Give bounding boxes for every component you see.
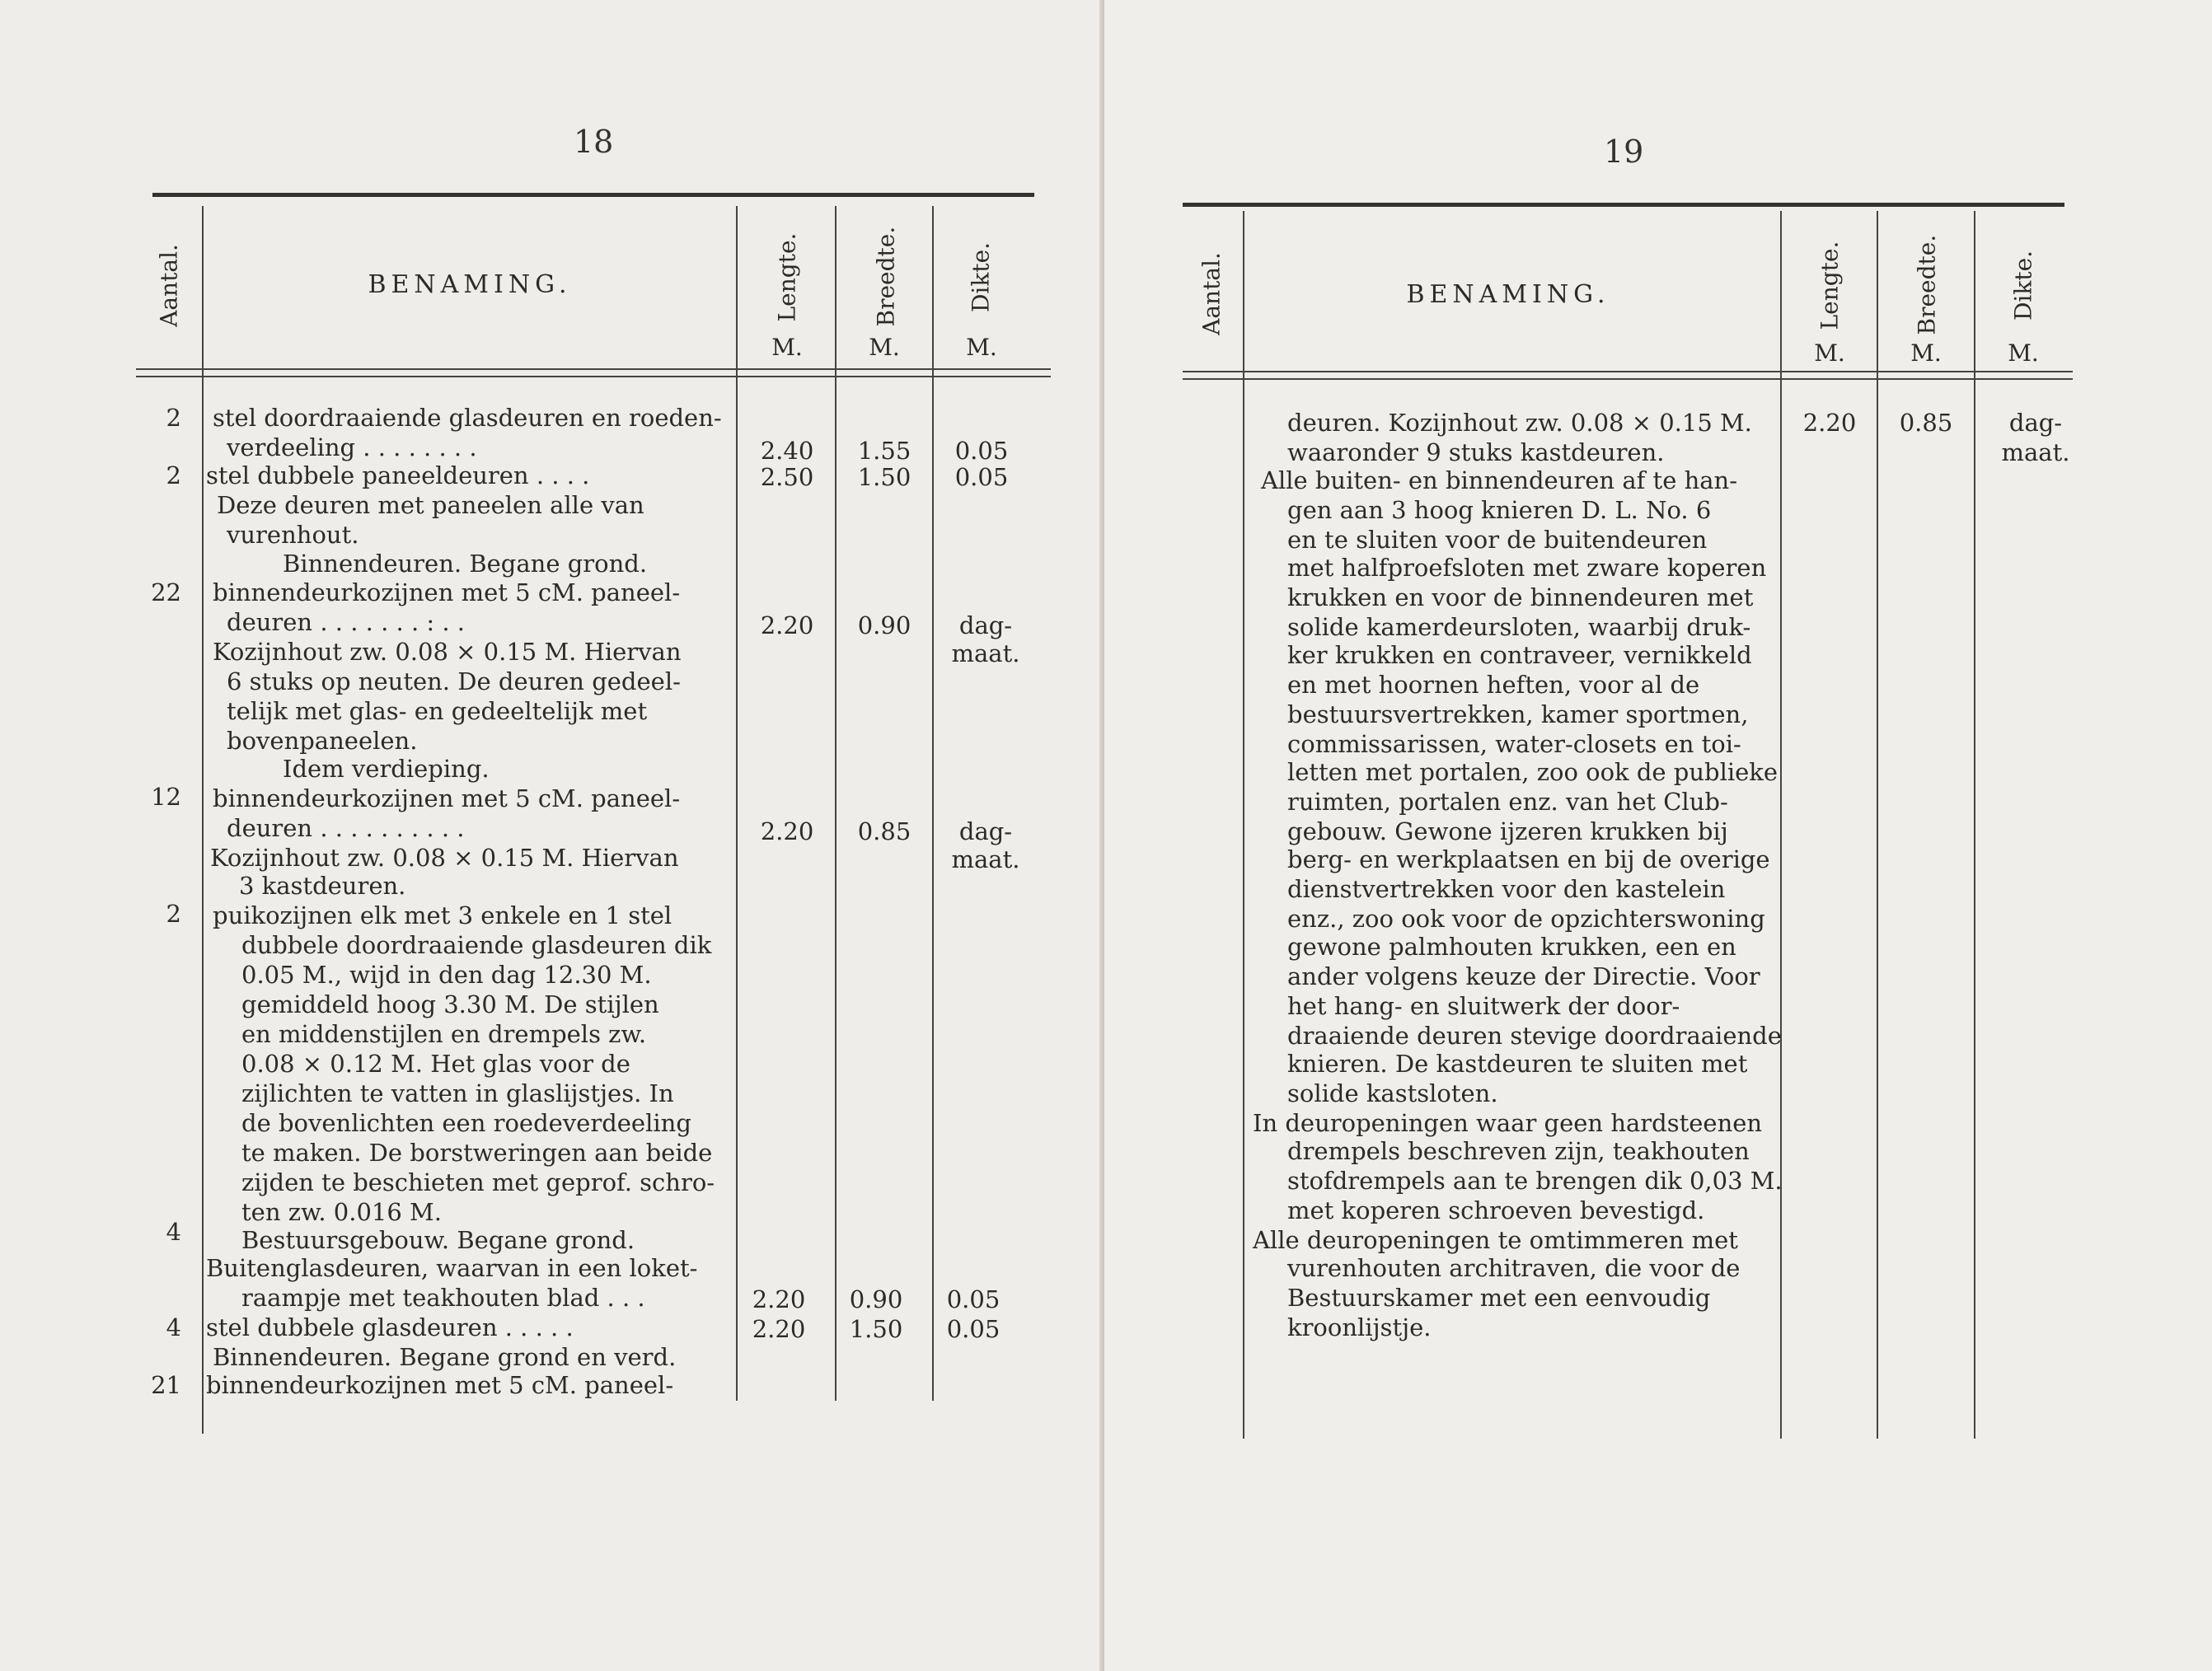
breedte-value: 0.85: [857, 817, 912, 845]
description-line: met koperen schroeven bevestigd.: [1287, 1196, 1705, 1224]
description-line: 0.08 × 0.12 M. Het glas voor de: [241, 1050, 630, 1078]
description-line: Buitenglasdeuren, waarvan in een loket-: [206, 1254, 698, 1282]
aantal-value: 4: [166, 1313, 181, 1341]
page-number: 19: [1604, 133, 1644, 170]
right-page: [1104, 0, 2212, 1671]
description-line: telijk met glas- en gedeeltelijk met: [227, 697, 648, 725]
dikte-value: dag-: [2008, 409, 2063, 437]
description-line: ker krukken en contraveer, vernikkeld: [1287, 641, 1752, 669]
dikte-value: maat.: [2001, 438, 2070, 466]
dikte-value: 0.05: [946, 1285, 1001, 1313]
description-line: dienstvertrekken voor den kastelein: [1287, 875, 1726, 903]
dikte-value: 0.05: [954, 463, 1009, 491]
description-line: bovenpaneelen.: [227, 727, 418, 755]
aantal-header: Aantal.: [1197, 252, 1226, 335]
description-line: Binnendeuren. Begane grond.: [283, 550, 648, 578]
description-line: ten zw. 0.016 M.: [241, 1198, 442, 1226]
header-rule: [1183, 371, 2073, 372]
lengte-value: 2.20: [1802, 409, 1857, 437]
description-line: 6 stuks op neuten. De deuren gedeel-: [227, 667, 681, 695]
col-divider: [736, 206, 738, 1401]
description-line: en te sluiten voor de buitendeuren: [1287, 526, 1708, 554]
description-line: 0.05 M., wijd in den dag 12.30 M.: [241, 961, 652, 989]
lengte-value: 2.20: [760, 817, 814, 845]
description-line: ruimten, portalen enz. van het Club-: [1287, 788, 1728, 816]
description-line: vurenhout.: [227, 521, 359, 549]
description-line: de bovenlichten een roedeverdeeling: [241, 1109, 691, 1137]
description-line: binnendeurkozijnen met 5 cM. paneel-: [213, 784, 681, 812]
header-rule-2: [1183, 378, 2073, 380]
dikte-value: 0.05: [954, 437, 1009, 465]
description-line: Idem verdieping.: [283, 755, 490, 783]
description-line: knieren. De kastdeuren te sluiten met: [1287, 1050, 1748, 1078]
header-rule: [136, 368, 1051, 370]
description-line: ander volgens keuze der Directie. Voor: [1287, 962, 1760, 990]
description-line: bestuursvertrekken, kamer sportmen,: [1287, 700, 1749, 728]
description-line: Binnendeuren. Begane grond en verd.: [213, 1343, 677, 1371]
col-divider: [1243, 211, 1244, 1439]
description-line: stel dubbele paneeldeuren . . . .: [206, 461, 590, 489]
col-divider: [1974, 211, 1975, 1439]
breedte-unit: M.: [1910, 339, 1942, 367]
description-line: gen aan 3 hoog knieren D. L. No. 6: [1287, 496, 1712, 524]
description-line: drempels beschreven zijn, teakhouten: [1287, 1137, 1750, 1165]
dikte-header: Dikte.: [967, 241, 995, 313]
description-line: kroonlijstje.: [1287, 1313, 1432, 1341]
dikte-value: dag-: [958, 817, 1013, 845]
breedte-value: 0.90: [857, 611, 912, 639]
aantal-header: Aantal.: [155, 244, 183, 327]
description-line: verdeeling . . . . . . . .: [227, 433, 477, 461]
description-line: dubbele doordraaiende glasdeuren dik: [241, 931, 712, 959]
left-page: [0, 0, 1104, 1671]
description-line: Kozijnhout zw. 0.08 × 0.15 M. Hiervan: [210, 844, 679, 872]
description-line: 3 kastdeuren.: [239, 872, 406, 900]
description-line: Deze deuren met paneelen alle van: [217, 491, 644, 519]
description-line: berg- en werkplaatsen en bij de overige: [1287, 845, 1770, 873]
description-line: zijden te beschieten met geprof. schro-: [241, 1168, 715, 1196]
description-line: Alle deuropeningen te omtimmeren met: [1253, 1226, 1738, 1254]
description-line: solide kamerdeursloten, waarbij druk-: [1287, 613, 1751, 641]
description-line: met halfproefsloten met zware koperen: [1287, 554, 1767, 582]
benaming-header: BENAMING.: [1406, 280, 1610, 309]
description-line: In deuropeningen waar geen hardsteenen: [1253, 1109, 1763, 1137]
benaming-header: BENAMING.: [368, 270, 572, 299]
breedte-value: 0.90: [849, 1285, 903, 1313]
description-line: en met hoornen heften, voor al de: [1287, 671, 1700, 699]
aantal-value: 12: [151, 783, 181, 811]
description-line: en middenstijlen en drempels zw.: [241, 1020, 647, 1048]
dikte-header: Dikte.: [2009, 250, 2037, 321]
aantal-value: 2: [166, 461, 181, 489]
description-line: waaronder 9 stuks kastdeuren.: [1287, 438, 1665, 466]
description-line: solide kastsloten.: [1287, 1079, 1498, 1107]
breedte-value: 1.55: [857, 437, 912, 465]
top-rule: [152, 193, 1034, 197]
description-line: Alle buiten- en binnendeuren af te han-: [1261, 466, 1738, 494]
description-line: stel dubbele glasdeuren . . . . .: [206, 1313, 574, 1341]
col-divider: [1780, 211, 1782, 1439]
description-line: deuren . . . . . . . . . .: [227, 814, 465, 842]
col-divider: [835, 206, 837, 1401]
col-divider: [932, 206, 934, 1401]
breedte-header: Breedte.: [1913, 234, 1941, 335]
description-line: deuren. Kozijnhout zw. 0.08 × 0.15 M.: [1287, 409, 1752, 437]
description-line: gewone palmhouten krukken, een en: [1287, 933, 1736, 961]
dikte-unit: M.: [2008, 339, 2039, 367]
description-line: stel doordraaiende glasdeuren en roeden-: [213, 404, 722, 432]
top-rule: [1183, 203, 2064, 207]
aantal-value: 2: [166, 900, 181, 928]
lengte-unit: M.: [771, 334, 803, 361]
description-line: Kozijnhout zw. 0.08 × 0.15 M. Hiervan: [213, 638, 682, 666]
breedte-unit: M.: [869, 334, 900, 361]
dikte-value: maat.: [951, 639, 1020, 667]
page-number: 18: [574, 124, 614, 160]
lengte-value: 2.20: [752, 1285, 806, 1313]
breedte-header: Breedte.: [872, 226, 900, 327]
dikte-unit: M.: [966, 334, 997, 361]
dikte-value: dag-: [958, 611, 1013, 639]
aantal-value: 22: [151, 578, 181, 606]
lengte-unit: M.: [1814, 339, 1845, 367]
col-divider: [202, 206, 204, 1434]
description-line: krukken en voor de binnendeuren met: [1287, 583, 1754, 611]
aantal-value: 21: [151, 1371, 181, 1399]
aantal-value: 4: [166, 1218, 181, 1246]
col-divider: [1877, 211, 1878, 1439]
lengte-value: 2.20: [752, 1315, 806, 1343]
description-line: gebouw. Gewone ijzeren krukken bij: [1287, 817, 1728, 845]
lengte-header: Lengte.: [1816, 241, 1844, 330]
description-line: stofdrempels aan te brengen dik 0,03 M.: [1287, 1167, 1783, 1195]
description-line: commissarissen, water-closets en toi-: [1287, 730, 1741, 758]
description-line: binnendeurkozijnen met 5 cM. paneel-: [213, 578, 681, 606]
description-line: deuren . . . . . . . : . .: [227, 608, 466, 636]
dikte-value: 0.05: [946, 1315, 1001, 1343]
description-line: binnendeurkozijnen met 5 cM. paneel-: [206, 1371, 674, 1399]
description-line: enz., zoo ook voor de opzichterswoning: [1287, 905, 1765, 933]
lengte-value: 2.20: [760, 611, 814, 639]
description-line: letten met portalen, zoo ook de publieke: [1287, 758, 1779, 786]
description-line: Bestuursgebouw. Begane grond.: [241, 1226, 635, 1254]
description-line: het hang- en sluitwerk der door-: [1287, 992, 1680, 1020]
aantal-value: 2: [166, 404, 181, 432]
description-line: zijlichten te vatten in glaslijstjes. In: [241, 1079, 674, 1107]
description-line: raampje met teakhouten blad . . .: [241, 1284, 645, 1312]
lengte-value: 2.40: [760, 437, 814, 465]
header-rule-2: [136, 376, 1051, 377]
lengte-value: 2.50: [760, 463, 814, 491]
description-line: te maken. De borstweringen aan beide: [241, 1139, 713, 1167]
breedte-value: 1.50: [857, 463, 912, 491]
breedte-value: 0.85: [1899, 409, 1953, 437]
lengte-header: Lengte.: [773, 232, 801, 322]
description-line: draaiende deuren stevige doordraaiende: [1287, 1022, 1782, 1050]
description-line: puikozijnen elk met 3 enkele en 1 stel: [213, 901, 673, 929]
description-line: gemiddeld hoog 3.30 M. De stijlen: [241, 990, 659, 1018]
dikte-value: maat.: [951, 845, 1020, 873]
breedte-value: 1.50: [849, 1315, 903, 1343]
description-line: Bestuurskamer met een eenvoudig: [1287, 1284, 1711, 1312]
description-line: vurenhouten architraven, die voor de: [1287, 1254, 1741, 1282]
